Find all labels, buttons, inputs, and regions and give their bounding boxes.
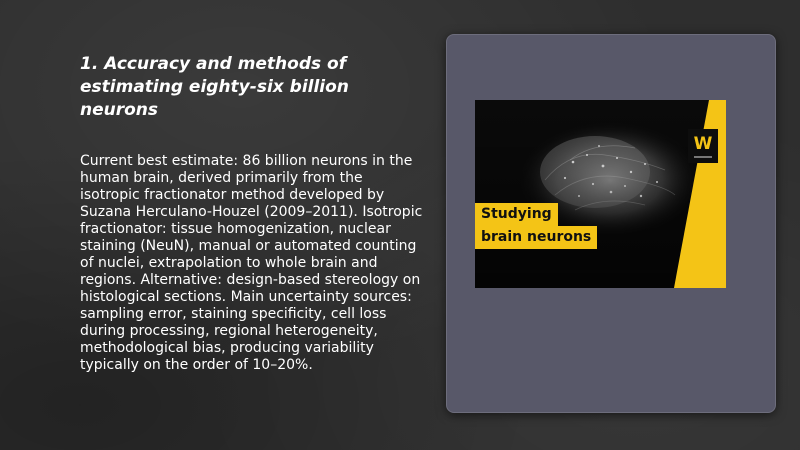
slide-title: 1. Accuracy and methods of estimating eighty-six billion neurons: [80, 54, 349, 120]
video-thumbnail[interactable]: [475, 100, 726, 288]
thumbnail-caption: [475, 203, 597, 249]
video-panel: [446, 34, 776, 413]
caption-line-2: brain neurons: [475, 226, 597, 249]
brand-logo-letter: W: [693, 133, 713, 154]
slide-body-text: Current best estimate: 86 billion neurons in the human brain, derived primarily from the isotropic fractionator method developed by Suzana Herculano-Houzel (2009–2011). Isotropic fractionator: tissue homogenization, nuclear staining (NeuN), manual or automated counting of nuclei, extrapolation to whole brain and regions. Alternative: design-based stereology on histological sections. Main uncertainty sources: sampling error, staining specificity, cell loss during processing, regional heterogeneity, methodological bias, producing variability typically on the order of 10–20%.: [80, 153, 423, 373]
w-brand-logo-icon: [688, 129, 718, 163]
brand-logo-underline: [694, 156, 712, 158]
caption-line-1: Studying: [475, 203, 558, 226]
